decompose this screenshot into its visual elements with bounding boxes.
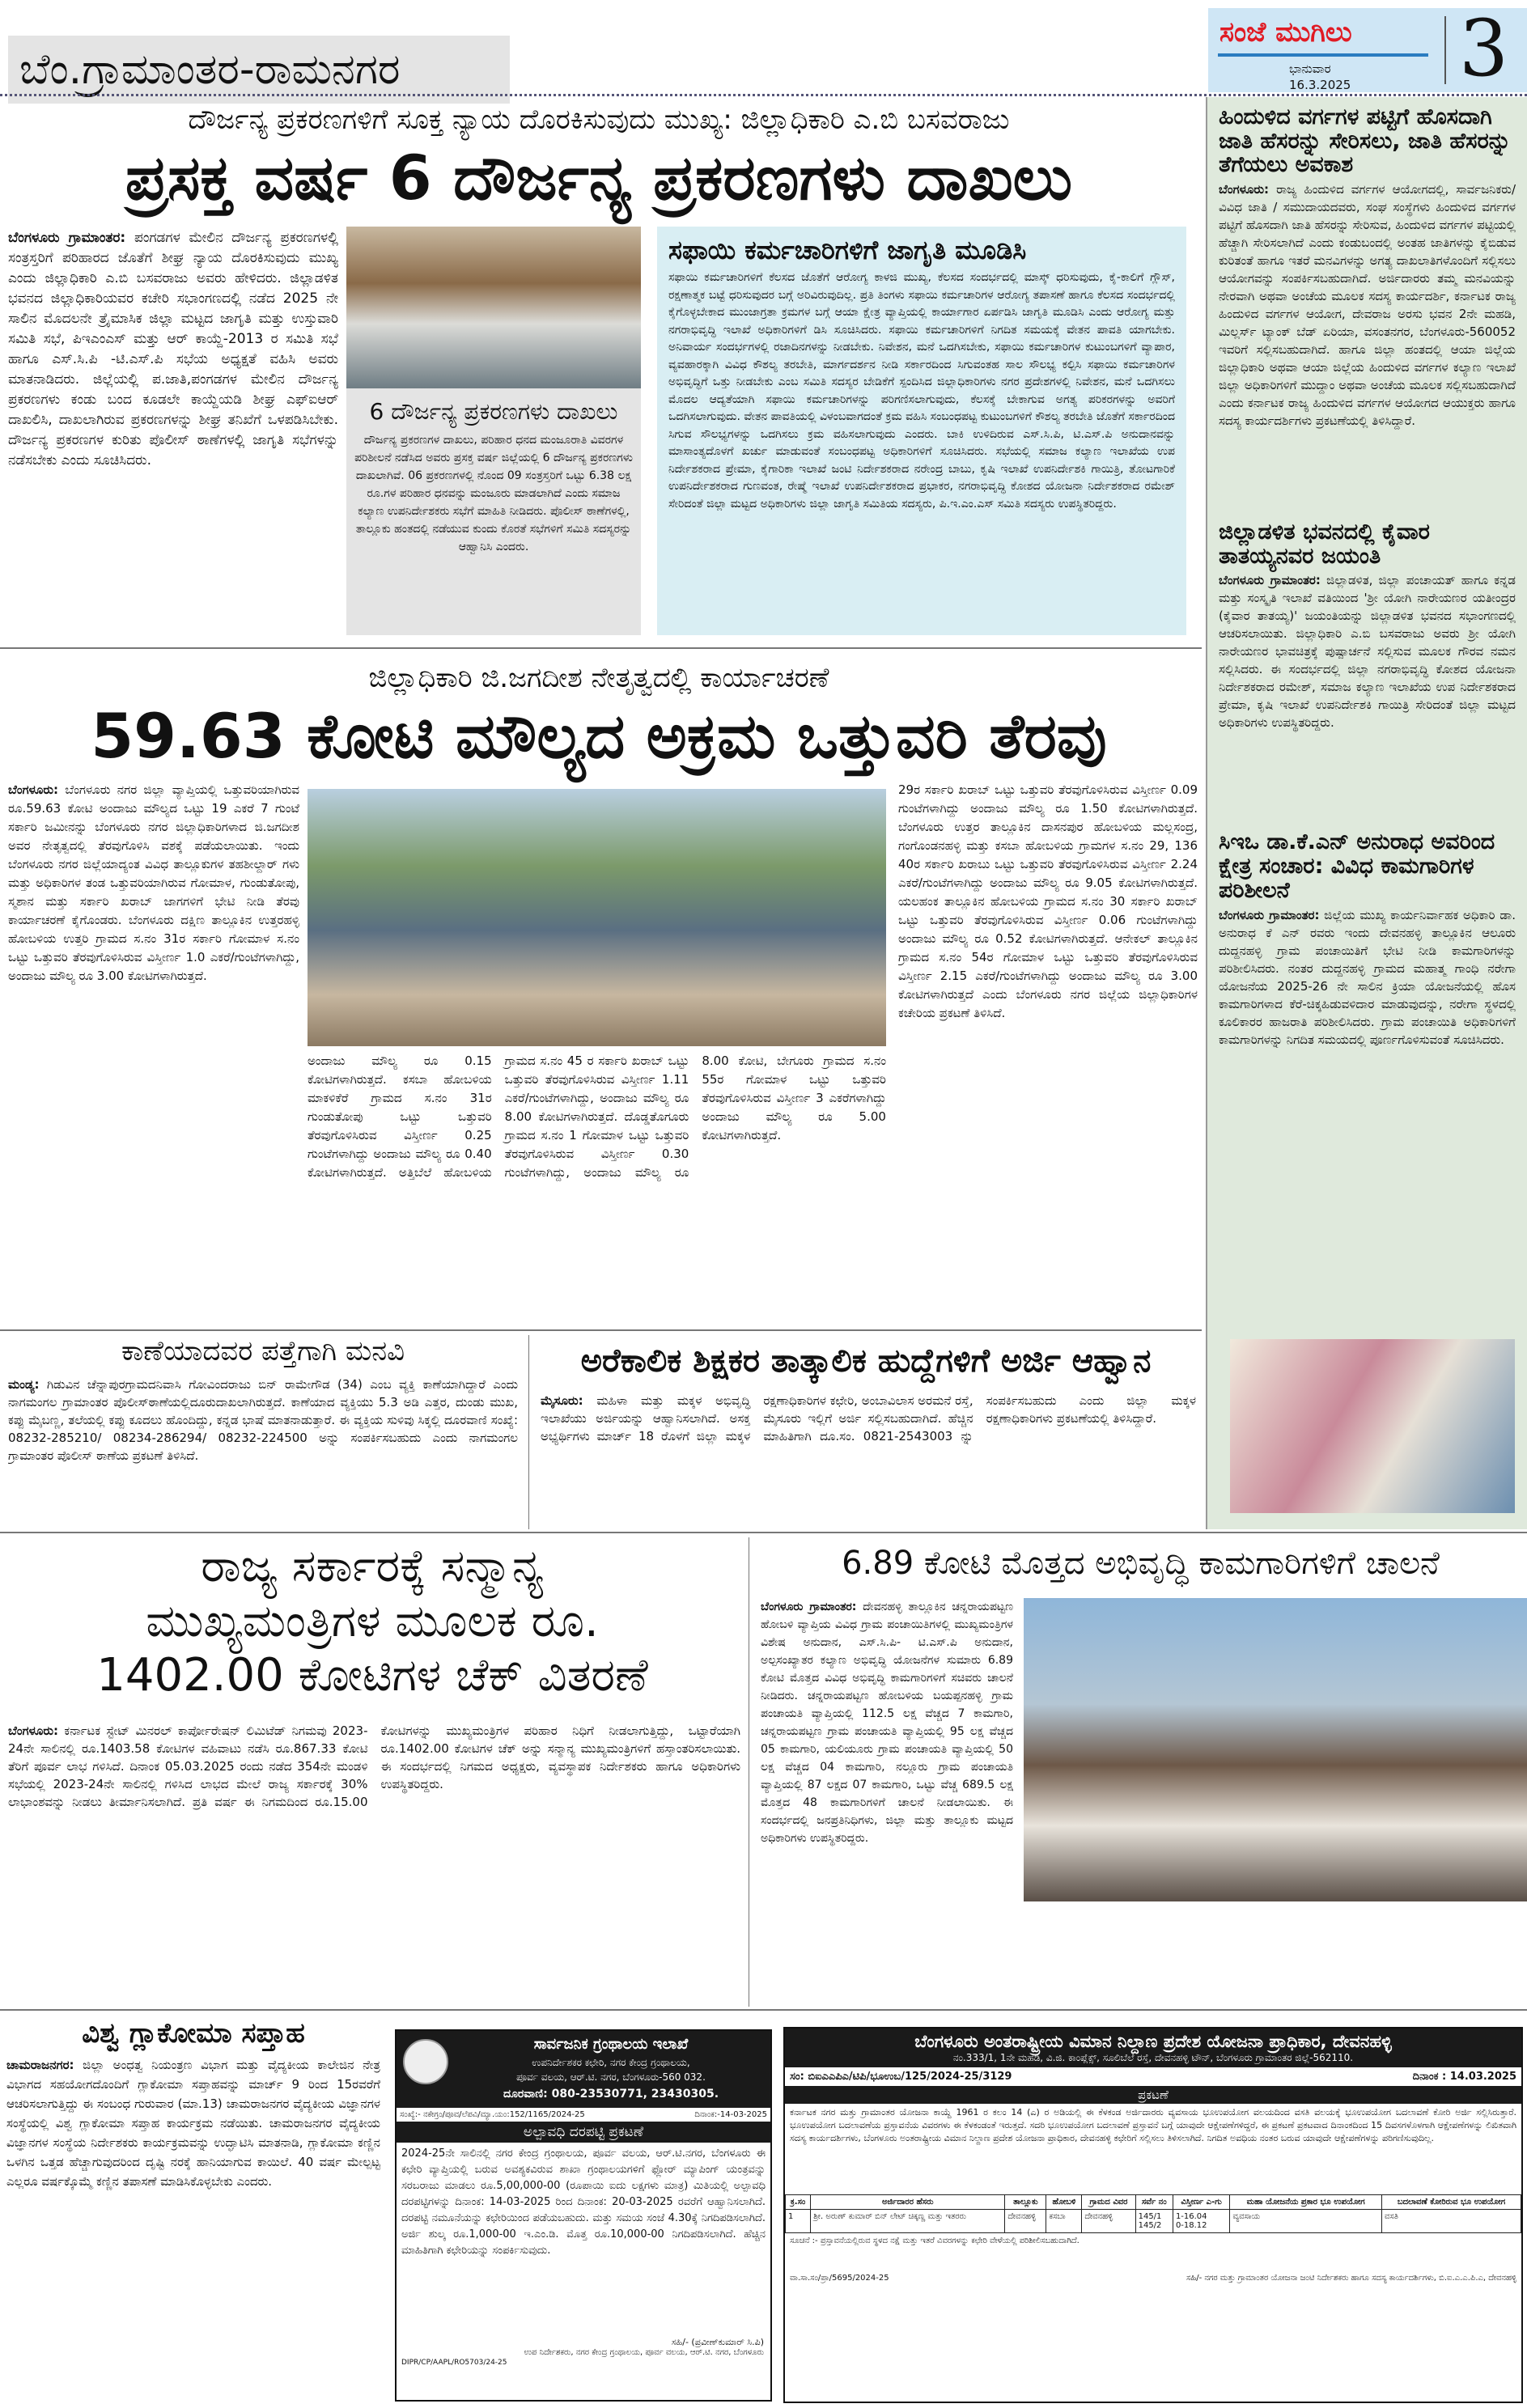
table-cell: ದೇವನಹಳ್ಳಿ <box>1082 2210 1135 2233</box>
table-header: ಕ್ರ.ಸಂ <box>786 2195 811 2210</box>
table-cell: 1 <box>786 2210 811 2233</box>
logo-underline <box>1218 53 1428 57</box>
ceo-visit-photo <box>1230 1339 1515 1513</box>
development-headline: 6.89 ಕೋಟಿ ಮೊತ್ತದ ಅಭಿವೃದ್ಧಿ ಕಾಮಗಾರಿಗಳಿಗೆ ಚಾಲನೆ <box>842 1545 1440 1582</box>
lead-headline: ಪ್ರಸಕ್ತ ವರ್ಷ 6 ದೌರ್ಜನ್ಯ ಪ್ರಕರಣಗಳು ದಾಖಲು <box>125 142 1073 214</box>
notice-title: ಅಲ್ಪಾವಧಿ ದರಪಟ್ಟಿ ಪ್ರಕಟಣೆ <box>397 2122 770 2143</box>
table-row <box>786 2210 1521 2233</box>
table-cell: ಕಸಬಾ <box>1046 2210 1082 2233</box>
glaucoma-headline: ವಿಶ್ವ ಗ್ಲಾಕೋಮಾ ಸಪ್ತಾಹ <box>82 2017 305 2050</box>
cheque-body <box>8 1722 740 2005</box>
ad-signatory: ಉಪ ನಿರ್ದೇಶಕರು, ನಗರ ಕೇಂದ್ರ ಗ್ರಂಥಾಲಯ, ಪೂರ್ವ ವಲಯ, ಆರ್.ಟಿ. ನಗರ, ಬೆಂಗಳೂರು <box>524 2348 764 2357</box>
issue-day: ಭಾನುವಾರ <box>1289 61 1331 76</box>
story-kicker: ಜಿಲ್ಲಾಧಿಕಾರಿ ಜಿ.ಜಗದೀಶ ನೇತೃತ್ವದಲ್ಲಿ ಕಾರ್ಯಾಚರಣೆ <box>368 662 829 694</box>
sidebar-box-title: ಸಫಾಯಿ ಕರ್ಮಚಾರಿಗಳಿಗೆ ಜಾಗೃತಿ ಮೂಡಿಸಿ <box>668 235 1027 265</box>
glaucoma-body <box>6 2055 380 2403</box>
ad-body: ಕರ್ನಾಟಕ ನಗರ ಮತ್ತು ಗ್ರಾಮಾಂತರ ಯೋಜನಾ ಕಾಯ್ದೆ 1961 ರ ಕಲಂ 14 (ಎ) ರ ಅಡಿಯಲ್ಲಿ ಈ ಕೆಳಕಂಡ ಅರ್ಜಿದಾರರು ವ್ಯವಸಾಯ ಭೂಉಪಯೋಗ ವಲಯದಿಂದ ವಸತಿ ವಲಯಕ್ಕೆ ಭೂಉಪಯೋಗ ಬದಲಾವಣೆ ಕೋರಿ ಅರ್ಜಿ ಸಲ್ಲಿಸಿರುತ್ತಾರೆ. ಭೂಉಪಯೋಗ ಬದಲಾವಣೆಯ ಪ್ರಸ್ತಾವನೆಯ ವಿವರಗಳು ಈ ಕೆಳಕಂಡಂತೆ ಇರುತ್ತದೆ. ಸದರಿ ಭೂಉಪಯೋಗ ಬದಲಾವಣೆ ಪ್ರಸ್ತಾವನೆ ಬಗ್ಗೆ ಯಾವುದೇ ಆಕ್ಷೇಪಣೆಗಳಿದ್ದರೆ, ಈ ಪ್ರಕಟಣೆ ಪ್ರಕಟವಾದ ದಿನಾಂಕದಿಂದ 15 ದಿವಸಗಳೊಳಗಾಗಿ ಆಕ್ಷೇಪಣೆಗಳನ್ನು ಲಿಖಿತವಾಗಿ ಸದಸ್ಯ ಕಾರ್ಯದರ್ಶಿಗಳು, ಬೆಂಗಳೂರು ಅಂತರಾಷ್ಟ್ರೀಯ ವಿಮಾನ ನಿಲ್ದಾಣ ಪ್ರದೇಶ ಯೋಜನಾ ಪ್ರಾಧಿಕಾರ, ದೇವನಹಳ್ಳಿ ಕಛೇರಿಗೆ ಸಲ್ಲಿಸಲು ತಿಳಿಸಲಾಗಿದೆ. ನಿಗದಿತ ಅವಧಿಯ ನಂತರ ಬರುವ ಯಾವುದೇ ಆಕ್ಷೇಪಣೆಗಳನ್ನು ಪರಿಗಣಿಸುವುದಿಲ್ಲ. <box>790 2107 1516 2143</box>
article-text: ಪಂಗಡಗಳ ಮೇಲಿನ ದೌರ್ಜನ್ಯ ಪ್ರಕರಣಗಳಲ್ಲಿ ಸಂತ್ರಸ್ತರಿಗೆ ಪರಿಹಾರದ ಜೊತೆಗೆ ಶೀಘ್ರ ನ್ಯಾಯ ದೊರಕಿಸುವುದು ಮುಖ್ಯ ಎಂದು ಜಿಲ್ಲಾಧಿಕಾರಿ ಎ.ಬಿ ಬಸವರಾಜು ಅವರು ಹೇಳಿದರು. ಜಿಲ್ಲಾಡಳಿತ ಭವನದ ಜಿಲ್ಲಾಧಿಕಾರಿಯವರ ಕಚೇರಿ ಸಭಾಂಗಣದಲ್ಲಿ ನಡೆದ 2025 ನೇ ಸಾಲಿನ ಮೊದಲನೇ ತ್ರೈಮಾಸಿಕ ಜಿಲ್ಲಾ ಮಟ್ಟದ ಜಾಗೃತಿ ಮತ್ತು ಉಸ್ತುವಾರಿ ಸಮಿತಿ ಸಭೆ, ಪಿಇಎಂಎಸ್ ಮತ್ತು ಆರ್ ಕಾಯ್ದೆ-2013 ರ ಸಮಿತಿ ಸಭೆ ಹಾಗೂ ಎಸ್.ಸಿ.ಪಿ -ಟಿ.ಎಸ್.ಪಿ ಸಭೆಯ ಅಧ್ಯಕ್ಷತೆ ವಹಿಸಿ ಅವರು ಮಾತನಾಡಿದರು. ಜಿಲ್ಲೆಯಲ್ಲಿ ಪ.ಜಾತಿ,ಪಂಗಡಗಳ ಮೇಲಿನ ದೌರ್ಜನ್ಯ ಪ್ರಕರಣಗಳು ಕಂಡು ಬಂದ ಕೂಡಲೇ ಕಾಯ್ದೆಯಡಿ ಶೀಘ್ರ ಎಫ್ಐಆರ್ ದಾಖಲಿಸಿ, ದಾಖಲಾಗಿರುವ ಪ್ರಕರಣಗಳನ್ನು ಶೀಘ್ರ ತನಿಖೆಗೆ ಒಳಪಡಿಸಿಬೇಕು. ದೌರ್ಜನ್ಯ ಪ್ರಕರಣಗಳ ಕುರಿತು ಪೊಲೀಸ್ ಠಾಣೆಗಳಲ್ಲಿ ಜಾಗೃತಿ ಸಭೆಗಳನ್ನು ನಡೆಸಬೇಕು ಎಂದು ಸೂಚಿಸಿದರು. <box>8 230 338 468</box>
table-cell: 1-16.04 0-18.12 <box>1173 2210 1229 2233</box>
teachers-body <box>541 1392 1196 1521</box>
missing-body <box>8 1376 518 1521</box>
dipr-code: ವಾ.ಸಾ.ಸಂ/ಪ್ರಾ/5695/2024-25 <box>790 2274 889 2283</box>
lead-story-body <box>8 228 338 633</box>
column-divider <box>528 1335 529 1529</box>
encroachment-body-middle: ಅಂದಾಜು ಮೌಲ್ಯ ರೂ 0.15 ಕೋಟಿಗಳಾಗಿರುತ್ತದೆ. ಕಸಬಾ ಹೋಬಳಿಯ ಮಾಕಳಿಕೆರೆ ಗ್ರಾಮದ ಸ.ನಂ 31ರ ಗುಂಡುತೋಪು ಒಟ್ಟು ಒತ್ತುವರಿ ತೆರವುಗೊಳಿಸಿರುವ ವಿಸ್ತೀರ್ಣ 0.25 ಗುಂಟೆಗಳಾಗಿದ್ದು ಅಂದಾಜು ಮೌಲ್ಯ ರೂ 0.40 ಕೋಟಿಗಳಾಗಿರುತ್ತದೆ. ಅತ್ತಿಬೆಲೆ ಹೋಬಳಿಯ ಗ್ರಾಮದ ಸ.ನಂ 45 ರ ಸರ್ಕಾರಿ ಖರಾಬ್ ಒಟ್ಟು ಒತ್ತುವರಿ ತೆರವುಗೊಳಿಸಿರುವ ವಿಸ್ತೀರ್ಣ 1.11 ಎಕರೆ/ಗುಂಟೆಗಳಾಗಿದ್ದು, ಅಂದಾಜು ಮೌಲ್ಯ ರೂ 8.00 ಕೋಟಿಗಳಾಗಿರುತ್ತದೆ. ದೊಡ್ಡತೊಗೂರು ಗ್ರಾಮದ ಸ.ನಂ 1 ಗೋಮಾಳ ಒಟ್ಟು ಒತ್ತುವರಿ ತೆರವುಗೊಳಿಸಿರುವ ವಿಸ್ತೀರ್ಣ 0.30 ಗುಂಟೆಗಳಾಗಿದ್ದು, ಅಂದಾಜು ಮೌಲ್ಯ ರೂ 8.00 ಕೋಟಿ, ಬೇಗೂರು ಗ್ರಾಮದ ಸ.ನಂ 55ರ ಗೋಮಾಳ ಒಟ್ಟು ಒತ್ತುವರಿ ತೆರವುಗೊಳಿಸಿರುವ ವಿಸ್ತೀರ್ಣ 3 ಎಕರೆಗಳಾಗಿದ್ದು ಅಂದಾಜು ಮೌಲ್ಯ ರೂ 5.00 ಕೋಟಿಗಳಾಗಿರುತ್ತದೆ. <box>308 1054 886 1180</box>
table-header: ವಿಸ್ತೀರ್ಣ ಎ-ಗು <box>1173 2195 1229 2210</box>
article-text: ರಾಜ್ಯ ಹಿಂದುಳಿದ ವರ್ಗಗಳ ಆಯೋಗದಲ್ಲಿ, ಸಾರ್ವಜನಿಕರು/ ವಿವಿಧ ಜಾತಿ / ಸಮುದಾಯದವರು, ಸಂಘ ಸಂಸ್ಥೆಗಳು ಹಿಂದುಳಿದ ವರ್ಗಗಳ ಪಟ್ಟಿಗೆ ಹೊಸದಾಗಿ ಜಾತಿ ಹೆಸರನ್ನು ಸೇರಿಸುವ, ಹಿಂದುಳಿದ ವರ್ಗಗಳ ಪಟ್ಟಿಯಲ್ಲಿ ಹೆಚ್ಚಾಗಿ ಸೇರಿಸಲಾಗಿದೆ ಎಂದು ಕಂಡುಬಂದಲ್ಲಿ ಅಂತಹ ಜಾತಿಗಳನ್ನು ಕೈಬಿಡುವ ಕುರಿತಂತೆ ಹಾಗೂ ಇತರೆ ಮನವಿಗಳನ್ನು ಅಗತ್ಯ ದಾಖಲಾತಿಗಳೊಂದಿಗೆ ಸಲ್ಲಿಸಲು ಆಯೋಗವನ್ನು ಸಂಪರ್ಕಿಸಬಹುದಾಗಿದೆ. ಅರ್ಜಿದಾರರು ತಮ್ಮ ಮನವಿಯನ್ನು ನೇರವಾಗಿ ಅಥವಾ ಅಂಚೆಯ ಮೂಲಕ ಸದಸ್ಯ ಕಾರ್ಯದರ್ಶಿ, ಕರ್ನಾಟಕ ರಾಜ್ಯ ಹಿಂದುಳಿದ ವರ್ಗಗಳ ಆಯೋಗ, ದೇವರಾಜ ಅರಸು ಭವನ 2ನೇ ಮಹಡಿ, ಮಿಲ್ಲರ್ಸ್ ಟ್ಯಾಂಕ್ ಬೆಡ್ ಏರಿಯಾ, ವಸಂತನಗರ, ಬೆಂಗಳೂರು-560052 ಇವರಿಗೆ ಸಲ್ಲಿಸಬಹುದಾಗಿದೆ. ಹಾಗೂ ಜಿಲ್ಲಾ ಹಂತದಲ್ಲಿ ಆಯಾ ಜಿಲ್ಲೆಯ ಜಿಲ್ಲಾಧಿಕಾರಿ ಅಥವಾ ಆಯಾ ಜಿಲ್ಲೆಯ ಹಿಂದುಳಿದ ವರ್ಗಗಳ ಕಲ್ಯಾಣ ಇಲಾಖೆ ಜಿಲ್ಲಾ ಅಧಿಕಾರಿಗಳಿಗೆ ಮುದ್ದಾಂ ಅಥವಾ ಅಂಚೆಯ ಮೂಲಕ ಸಲ್ಲಿಸಬಹುದಾಗಿದೆ ಎಂದು ಕರ್ನಾಟಕ ರಾಜ್ಯ ಹಿಂದುಳಿದ ವರ್ಗಗಳ ಆಯೋಗದ ಆಯುಕ್ತರು ಹಾಗೂ ಸದಸ್ಯ ಕಾರ್ಯದರ್ಶಿಗಳು ಪ್ರಕಟಣೆಯಲ್ಲಿ ತಿಳಿಸಿದ್ದಾರೆ. <box>1219 182 1516 429</box>
dateline: ಬೆಂಗಳೂರು ಗ್ರಾಮಾಂತರ: <box>8 230 126 246</box>
page-number: 3 <box>1459 3 1509 94</box>
encroachment-body-right: 29ರ ಸರ್ಕಾರಿ ಖರಾಬ್ ಒಟ್ಟು ಒತ್ತುವರಿ ತೆರವುಗೊಳಿಸಿರುವ ವಿಸ್ತೀರ್ಣ 0.09 ಗುಂಟೆಗಳಾಗಿದ್ದು ಅಂದಾಜು ಮೌಲ್ಯ ರೂ 1.50 ಕೋಟಿಗಳಾಗಿರುತ್ತದೆ. ಬೆಂಗಳೂರು ಉತ್ತರ ತಾಲ್ಲೂಕಿನ ದಾಸನಪುರ ಹೋಬಳಿಯ ಮಲ್ಲಸಂದ್ರ, ಗಂಗೊಂಡನಹಳ್ಳಿ ಮತ್ತು ಕಸಬಾ ಹೋಬಳಿಯ ಗ್ರಾಮಗಳ ಸ.ನಂ 29, 136 40ರ ಸರ್ಕಾರಿ ಖರಾಬು ಒಟ್ಟು ಒತ್ತುವರಿ ತೆರವುಗೊಳಿಸಿರುವ ವಿಸ್ತೀರ್ಣ 2.24 ಎಕರೆ/ಗುಂಟೆಗಳಾಗಿದ್ದು ಅಂದಾಜು ಮೌಲ್ಯ ರೂ 9.05 ಕೋಟಿಗಳಾಗಿರುತ್ತದೆ. ಯಲಹಂಕ ತಾಲ್ಲೂಕಿನ ಹೋಬಳಿಯ ಗ್ರಾಮದ ಸ.ನಂ 30 ಸರ್ಕಾರಿ ಖರಾಬ್ ಒಟ್ಟು ಒತ್ತುವರಿ ತೆರವುಗೊಳಿಸಿರುವ ವಿಸ್ತೀರ್ಣ 0.06 ಗುಂಟೆಗಳಾಗಿದ್ದು ಅಂದಾಜು ಮೌಲ್ಯ ರೂ 0.52 ಕೋಟಿಗಳಾಗಿರುತ್ತದೆ. ಆನೇಕಲ್ ತಾಲ್ಲೂಕಿನ ಗ್ರಾಮದ ಸ.ನಂ 54ರ ಗೋಮಾಳ ಒಟ್ಟು ಒತ್ತುವರಿ ತೆರವುಗೊಳಿಸಿರುವ ವಿಸ್ತೀರ್ಣ 2.15 ಎಕರೆ/ಗುಂಟೆಗಳಾಗಿದ್ದು ಅಂದಾಜು ಮೌಲ್ಯ ರೂ 3.00 ಕೋಟಿಗಳಾಗಿರುತ್ತದೆ ಎಂದು ಬೆಂಗಳೂರು ನಗರ ಜಿಲ್ಲೆಯ ಜಿಲ್ಲಾಧಿಕಾರಿಗಳ ಕಚೇರಿಯ ಪ್ರಕಟಣೆ ತಿಳಿಸಿದೆ. <box>898 782 1198 1020</box>
headline-line: ರಾಜ್ಯ ಸರ್ಕಾರಕ್ಕೆ ಸನ್ಮಾನ್ಯ <box>201 1540 544 1592</box>
table-header: ಮಹಾ ಯೋಜನೆಯ ಪ್ರಕಾರ ಭೂ ಉಪಯೋಗ <box>1230 2195 1382 2210</box>
ad-ref-number: ಸಂ: ಬಿಐಎಎಪಿಎ/ಟಿಪಿ/ಭೂಉಬ/125/2024-25/3129 <box>790 2071 1012 2083</box>
dateline: ಬೆಂಗಳೂರು: <box>8 782 59 797</box>
table-header: ತಾಲ್ಲೂಕು <box>1005 2195 1046 2210</box>
page-divider <box>1444 16 1446 84</box>
table-cell: ಶ್ರೀ. ಅರುಣ್ ಕುಮಾರ್ ಬಿನ್ ಲೇಟ್ ಚಿಕ್ಕಣ್ಣ ಮತ್ತು ಇತರರು <box>811 2210 1005 2233</box>
article-text: ಬೆಂಗಳೂರು ನಗರ ಜಿಲ್ಲಾ ವ್ಯಾಪ್ತಿಯಲ್ಲಿ ಒತ್ತುವರಿಯಾಗಿರುವ ರೂ.59.63 ಕೋಟಿ ಅಂದಾಜು ಮೌಲ್ಯದ ಒಟ್ಟು 19 ಎಕರೆ 7 ಗುಂಟೆ ಸರ್ಕಾರಿ ಜಮೀನನ್ನು ಬೆಂಗಳೂರು ನಗರ ಜಿಲ್ಲಾಧಿಕಾರಿಗಳಾದ ಜಿ.ಜಗದೀಶ ಅವರ ನೇತೃತ್ವದಲ್ಲಿ ತೆರವುಗೊಳಿಸಿ ವಶಕ್ಕೆ ಪಡೆಯಲಾಯಿತು. ಇಂದು ಬೆಂಗಳೂರು ನಗರ ಜಿಲ್ಲೆಯಾದ್ಯಂತ ವಿವಿಧ ತಾಲ್ಲೂಕುಗಳ ತಹಶೀಲ್ದಾರ್ ಗಳು ಮತ್ತು ಅಧಿಕಾರಿಗಳ ತಂಡ ಒತ್ತುವರಿಯಾಗಿರುವ ಗೋಮಾಳ, ಗುಂಡುತೋಪು, ಸ್ಮಶಾನ ಮತ್ತು ಸರ್ಕಾರಿ ಖರಾಬ್ ಜಾಗಗಳಿಗೆ ಭೇಟಿ ನೀಡಿ ತೆರವು ಕಾರ್ಯಾಚರಣೆ ಕೈಗೊಂಡರು. ಬೆಂಗಳೂರು ದಕ್ಷಿಣ ತಾಲ್ಲೂಕಿನ ಉತ್ತರಹಳ್ಳಿ ಹೋಬಳಿಯ ಉತ್ತರಿ ಗ್ರಾಮದ ಸ.ನಂ 31ರ ಸರ್ಕಾರಿ ಗೋಮಾಳ ಸ.ನಂ ಒಟ್ಟು ಒತ್ತುವರಿ ತೆರವುಗೊಳಿಸಿರುವ ವಿಸ್ತೀರ್ಣ 1.0 ಎಕರೆ/ಗುಂಟೆಗಳಾಗಿದ್ದು, ಅಂದಾಜು ಮೌಲ್ಯ ರೂ 3.00 ಕೋಟಿಗಳಾಗಿರುತ್ತದೆ. <box>8 782 299 983</box>
masthead-rule <box>0 94 1527 96</box>
table-cell: ವ್ಯವಸಾಯ <box>1230 2210 1382 2233</box>
land-use-table <box>785 2194 1521 2233</box>
article-text: ಕರ್ನಾಟಕ ಸ್ಟೇಟ್ ಮಿನರಲ್ ಕಾರ್ಪೋರೇಷನ್ ಲಿಮಿಟೆಡ್ ನಿಗಮವು 2023-24ನೇ ಸಾಲಿನಲ್ಲಿ ರೂ.1403.58 ಕೋಟಿಗಳ ವಹಿವಾಟು ನಡೆಸಿ ರೂ.867.33 ಕೋಟಿ ತೆರಿಗೆ ಪೂರ್ವ ಲಾಭ ಗಳಿಸಿದೆ. ದಿನಾಂಕ 05.03.2025 ರಂದು ನಡೆದ 354ನೇ ಮಂಡಳಿ ಸಭೆಯಲ್ಲಿ 2023-24ನೇ ಸಾಲಿನಲ್ಲಿ ಗಳಿಸಿದ ಲಾಭದ ಮೇಲೆ ರಾಜ್ಯ ಸರ್ಕಾರಕ್ಕೆ 30% ಲಾಭಾಂಶವನ್ನು ನೀಡಲು ತೀರ್ಮಾನಿಸಲಾಗಿದೆ. ಪ್ರತಿ ವರ್ಷ ಈ ನಿಗಮದಿಂದ ರೂ.15.00 ಕೋಟಿಗಳನ್ನು ಮುಖ್ಯಮಂತ್ರಿಗಳ ಪರಿಹಾರ ನಿಧಿಗೆ ನೀಡಲಾಗುತ್ತಿದ್ದು, ಒಟ್ಟಾರೆಯಾಗಿ ರೂ.1402.00 ಕೋಟಿಗಳ ಚೆಕ್ ಅನ್ನು ಸನ್ಮಾನ್ಯ ಮುಖ್ಯಮಂತ್ರಿಗಳಿಗೆ ಹಸ್ತಾಂತರಿಸಲಾಯಿತು. ಈ ಸಂದರ್ಭದಲ್ಲಿ ನಿಗಮದ ಅಧ್ಯಕ್ಷರು, ವ್ಯವಸ್ಥಾಪಕ ನಿರ್ದೇಶಕರು ಹಾಗೂ ಅಧಿಕಾರಿಗಳು ಉಪಸ್ಥಿತರಿದ್ದರು. <box>8 1723 740 1809</box>
ad-header <box>785 2029 1521 2067</box>
ad-footnote: ಸೂಚನೆ :- ಪ್ರಸ್ತಾವನೆಯಲ್ಲಿರುವ ಸ್ಥಳದ ನಕ್ಷೆ ಮತ್ತು ಇತರೆ ವಿವರಗಳನ್ನು ಕಛೇರಿ ವೇಳೆಯಲ್ಲಿ ಪರಿಶೀಲಿಸಬಹುದಾಗಿದೆ. <box>790 2236 1080 2245</box>
library-tender-ad <box>395 2029 772 2402</box>
dateline: ಬೆಂಗಳೂರು ಗ್ರಾಮಾಂತರ: <box>1219 573 1321 588</box>
newspaper-logo: ಸಂಜೆ ಮುಗಿಲು <box>1219 16 1352 49</box>
right-sidebar <box>1206 97 1527 1529</box>
sidebar-box-body: ಸಫಾಯಿ ಕರ್ಮಚಾರಿಗಳಿಗೆ ಕೆಲಸದ ಜೊತೆಗೆ ಆರೋಗ್ಯ ಕಾಳಜಿ ಮುಖ್ಯ, ಕೆಲಸದ ಸಂದರ್ಭದಲ್ಲಿ ಮಾಸ್ಕ್ ಧರಿಸುವುದು, ಕೈ-ಕಾಲಿಗೆ ಗ್ಲೌಸ್, ರಕ್ಷಣಾತ್ಮಕ ಬಟ್ಟೆ ಧರಿಸುವುದರ ಬಗ್ಗೆ ಅರಿವಿರುವುದಿಲ್ಲ. ಪ್ರತಿ ತಿಂಗಳು ಸಫಾಯಿ ಕರ್ಮಚಾರಿಗಳ ಆರೋಗ್ಯ ತಪಾಸಣೆ ಹಾಗೂ ಕೆಲಸದ ಸಂದರ್ಭದಲ್ಲಿ ಕೈಗೊಳ್ಳಬೇಕಾದ ಮುಂಜಾಗ್ರತಾ ಕ್ರಮಗಳ ಬಗ್ಗೆ ಆಯಾ ಕ್ಷೇತ್ರ ವ್ಯಾಪ್ತಿಯಲ್ಲಿ ಕಾರ್ಯಾಗಾರ ಏರ್ಪಡಿಸಿ ಜಾಗೃತಿ ಮೂಡಿಸಿ ಎಂದು ಆರೋಗ್ಯ ಮತ್ತು ನಗರಾಭಿವೃದ್ಧಿ ಇಲಾಖೆ ಅಧಿಕಾರಿಗಳಿಗೆ ಡಿಸಿ ಸೂಚಿಸಿದರು. ಸಫಾಯಿ ಕರ್ಮಚಾರಿಗಳಿಗೆ ನಿಗದಿತ ಸಮಯಕ್ಕೆ ವೇತನ ಪಾವತಿ ಯಾಗಬೇಕು. ಅನಿವಾರ್ಯ ಸಂದರ್ಭಗಳಲ್ಲಿ ರಜಾದಿನಗಳನ್ನು ನೀಡಬೇಕು. ನಿವೇಶನ, ಮನೆ ಒದಗಿಸಬೇಕು, ಸಫಾಯಿ ಕರ್ಮಚಾರಿಗಳ ಕುಟುಂಬಗಳಿಗೆ ವ್ಯಾಪಾರ, ವ್ಯವಹಾರಕ್ಕಾಗಿ ವಿವಿಧ ಕೌಶಲ್ಯ ತರಬೇತಿ, ಮಾರ್ಗದರ್ಶನ ನೀಡಿ ಸರ್ಕಾರದಿಂದ ಸಿಗುವಂತಹ ಸಾಲ ಸೌಲಭ್ಯ ಕಲ್ಪಿಸಿ ಸಫಾಯಿ ಕರ್ಮಚಾರಿಗಳ ಅಭಿವೃದ್ಧಿಗೆ ಒತ್ತು ನೀಡಬೇಕು ಎಂಬ ಸಮಿತಿ ಸದಸ್ಯರ ಬೇಡಿಕೆಗೆ ಸ್ಪಂದಿಸಿದ ಜಿಲ್ಲಾಧಿಕಾರಿಗಳು ನಗರ ಪ್ರದೇಶಗಳಲ್ಲಿ ನಿವೇಶನ, ಮನೆ ಒದಗಿಸಲು ಮೊದಲ ಆದ್ಯತೆಯಾಗಿ ಸಫಾಯಿ ಕರ್ಮಚಾರಿಗಳನ್ನು ಪರಿಗಣಿಸಲಾಗುವುದು, ಕೆಲಸಕ್ಕೆ ಬೇಕಾಗುವ ಅಗತ್ಯ ಪರಿಕರಗಳನ್ನು ಅವರಿಗೆ ಒದಗಿಸಲಾಗುವುದು. ವೇತನ ಪಾವತಿಯಲ್ಲಿ ವಿಳಂಬವಾಗದಂತೆ ಕ್ರಮ ವಹಿಸಿ ಸಂಬಂಧಪಟ್ಟ ಕುಟುಂಬಗಳಿಗೆ ಕೌಶಲ್ಯ ತರಬೇತಿ ಜೊತೆಗೆ ಸರ್ಕಾರದಿಂದ ಸಿಗುವ ಸೌಲಭ್ಯಗಳನ್ನು ಒದಗಿಸಲು ಕ್ರಮ ವಹಿಸಲಾಗುವುದು ಎಂದರು. ಬಾಕಿ ಉಳಿದಿರುವ ಎಸ್.ಸಿ.ಪಿ, ಟಿ.ಎಸ್.ಪಿ ಅನುದಾನವನ್ನು ಮಾಸಾಂತ್ಯದೊಳಗೆ ಖರ್ಚು ಮಾಡುವಂತೆ ಸಂಬಂಧಪಟ್ಟ ಅಧಿಕಾರಿಗಳಿಗೆ ಸೂಚಿಸಿದರು. ಸಭೆಯಲ್ಲಿ ಸಮಾಜ ಕಲ್ಯಾಣ ಇಲಾಖೆಯ ಉಪ ನಿರ್ದೇಶಕರಾದ ಪ್ರೇಮಾ, ಕೈಗಾರಿಕಾ ಇಲಾಖೆ ಜಂಟಿ ನಿರ್ದೇಶಕರಾದ ನರೇಂದ್ರ ಬಾಬು, ಕೃಷಿ ಇಲಾಖೆ ಉಪನಿರ್ದೇಶಕಿ ಗಾಯಿತ್ರಿ, ತೋಟಗಾರಿಕೆ ಉಪನಿರ್ದೇಶಕರಾದ ಗುಣವಂತ, ರೇಷ್ಮೆ ಇಲಾಖೆ ಉಪನಿರ್ದೇಶಕರಾದ ಪ್ರಭಾಕರ, ನಗರಾಭಿವೃದ್ಧಿ ಕೋಶದ ಯೋಜನಾ ನಿರ್ದೇಶಕರಾದ ರಮೇಶ್ ಸೇರಿದಂತೆ ಜಿಲ್ಲಾ ಮಟ್ಟದ ಅಧಿಕಾರಿಗಳು ಜಿಲ್ಲಾ ಜಾಗೃತಿ ಸಮಿತಿಯ ಸದಸ್ಯರು, ಪಿ.ಇ.ಎಂ.ಎಸ್ ಸಮಿತಿ ಸದಸ್ಯರು ಉಪಸ್ಥಿತರಿದ್ದರು. <box>668 271 1175 511</box>
encroachment-headline: 59.63 ಕೋಟಿ ಮೌಲ್ಯದ ಅಕ್ರಮ ಒತ್ತುವರಿ ತೆರವು <box>91 700 1107 772</box>
table-header: ಗ್ರಾಮದ ವಿವರ <box>1082 2195 1135 2210</box>
missing-headline: ಕಾಣೆಯಾದವರ ಪತ್ತೆಗಾಗಿ ಮನವಿ <box>121 1335 405 1367</box>
table-header: ಅರ್ಜಿದಾರರ ಹೆಸರು <box>811 2195 1005 2210</box>
development-body <box>761 1598 1013 2003</box>
table-cell: ವಸತಿ <box>1381 2210 1521 2233</box>
caption-body: ದೌರ್ಜನ್ಯ ಪ್ರಕರಣಗಳ ದಾಖಲು, ಪರಿಹಾರ ಧನದ ಮಂಜೂರಾತಿ ವಿವರಗಳ ಪರಿಶೀಲನೆ ನಡೆಸಿದ ಅವರು ಪ್ರಸಕ್ತ ವರ್ಷ ಜಿಲ್ಲೆಯಲ್ಲಿ 6 ದೌರ್ಜನ್ಯ ಪ್ರಕರಣಗಳು ದಾಖಲಾಗಿವೆ. 06 ಪ್ರಕರಣಗಳಲ್ಲಿ ನೊಂದ 09 ಸಂತ್ರಸ್ತರಿಗೆ ಒಟ್ಟು 6.38 ಲಕ್ಷ ರೂ.ಗಳ ಪರಿಹಾರ ಧನವನ್ನು ಮಂಜೂರು ಮಾಡಲಾಗಿದೆ ಎಂದು ಸಮಾಜ ಕಲ್ಯಾಣ ಉಪನಿರ್ದೇಶಕರು ಸಭೆಗೆ ಮಾಹಿತಿ ನೀಡಿದರು. ಪೊಲೀಸ್ ಠಾಣೆಗಳಲ್ಲಿ, ತಾಲ್ಲೂಕು ಹಂತದಲ್ಲಿ ನಡೆಯುವ ಕುಂದು ಕೊರತೆ ಸಭೆಗಳಿಗೆ ಸಮಿತಿ ಸದಸ್ಯರನ್ನು ಆಹ್ವಾನಿಸಿ ಎಂದರು. <box>354 433 633 553</box>
dateline: ಬೆಂಗಳೂರು ಗ್ರಾಮಾಂತರ: <box>1219 907 1320 922</box>
table-header: ಸರ್ವೆ ನಂ <box>1135 2195 1173 2210</box>
ad-address: ಪೂರ್ವ ವಲಯ, ಆರ್.ಟಿ. ನಗರ, ಬೆಂಗಳೂರು-560 032. <box>516 2071 706 2083</box>
sidebar-story3-body <box>1219 906 1516 1295</box>
article-text: ದೇವನಹಳ್ಳಿ ತಾಲ್ಲೂಕಿನ ಚನ್ನರಾಯಪಟ್ಟಣ ಹೋಬಳಿ ವ್ಯಾಪ್ತಿಯ ವಿವಿಧ ಗ್ರಾಮ ಪಂಚಾಯಿತಿಗಳಲ್ಲಿ ಮುಖ್ಯಮಂತ್ರಿಗಳ ವಿಶೇಷ ಅನುದಾನ, ಎಸ್.ಸಿ.ಪಿ- ಟಿ.ಎಸ್.ಪಿ ಅನುದಾನ, ಅಲ್ಪಸಂಖ್ಯಾತರ ಕಲ್ಯಾಣ ಅಭಿವೃದ್ಧಿ ಯೋಜನೆಗಳ ಸುಮಾರು 6.89 ಕೋಟಿ ಮೊತ್ತದ ವಿವಿಧ ಅಭಿವೃದ್ಧಿ ಕಾಮಗಾರಿಗಳಿಗೆ ಸಚಿವರು ಚಾಲನೆ ನೀಡಿದರು. ಚನ್ನರಾಯಪಟ್ಟಣ ಹೋಬಳಿಯ ಬಯಪ್ಪನಹಳ್ಳಿ ಗ್ರಾಮ ಪಂಚಾಯತಿ ವ್ಯಾಪ್ತಿಯಲ್ಲಿ 112.5 ಲಕ್ಷ ವೆಚ್ಚದ 7 ಕಾಮಗಾರಿ, ಚನ್ನರಾಯಪಟ್ಟಣ ಗ್ರಾಮ ಪಂಚಾಯತಿ ವ್ಯಾಪ್ತಿಯಲ್ಲಿ 95 ಲಕ್ಷ ವೆಚ್ಚದ 05 ಕಾಮಗಾರಿ, ಯಲಿಯೂರು ಗ್ರಾಮ ಪಂಚಾಯತಿ ವ್ಯಾಪ್ತಿಯಲ್ಲಿ 50 ಲಕ್ಷ ವೆಚ್ಚದ 04 ಕಾಮಗಾರಿ, ನಲ್ಲೂರು ಗ್ರಾಮ ಪಂಚಾಯತಿ ವ್ಯಾಪ್ತಿಯಲ್ಲಿ 87 ಲಕ್ಷದ 07 ಕಾಮಗಾರಿ, ಒಟ್ಟು ವೆಚ್ಚ 689.5 ಲಕ್ಷ ಮೊತ್ತದ 48 ಕಾಮಗಾರಿಗಳಿಗೆ ಚಾಲನೆ ನೀಡಲಾಯಿತು. ಈ ಸಂದರ್ಭದಲ್ಲಿ ಜನಪ್ರತಿನಿಧಿಗಳು, ಜಿಲ್ಲಾ ಮತ್ತು ತಾಲ್ಲೂಕು ಮಟ್ಟದ ಅಧಿಕಾರಿಗಳು ಉಪಸ್ಥಿತರಿದ್ದರು. <box>761 1600 1013 1845</box>
sidebar-story1-body <box>1219 180 1516 514</box>
caption-title: 6 ದೌರ್ಜನ್ಯ ಪ್ರಕರಣಗಳು ದಾಖಲು <box>369 398 618 425</box>
article-text: ಗಿಡುವಿನ ಚೆನ್ನಾಪುರಗ್ರಾಮದನಿವಾಸಿ ಗೋವಿಂದರಾಜು ಬಿನ್ ರಾಮೇಗೌಡ (34) ಎಂಬ ವ್ಯಕ್ತಿ ಕಾಣೆಯಾಗಿದ್ದಾರೆ ಎಂದು ನಾಗಮಂಗಲ ಗ್ರಾಮಾಂತರ ಪೊಲೀಸ್‌ಠಾಣೆಯಲ್ಲಿದೂರುದಾಖಲಾಗಿರುತ್ತದೆ. ಕಾಣೆಯಾದ ವ್ಯಕ್ತಿಯು 5.3 ಅಡಿ ಎತ್ತರ, ದುಂಡು ಮುಖ, ಕಪ್ಪು ಮೈಬಣ್ಣ, ತಲೆಯಲ್ಲಿ ಕಪ್ಪು ಕೂದಲು ಹೊಂದಿದ್ದು, ಕನ್ನಡ ಭಾಷೆ ಮಾತನಾಡುತ್ತಾರೆ. ಈ ವ್ಯಕ್ತಿಯ ಸುಳಿವು ಸಿಕ್ಕಲ್ಲಿ ದೂರವಾಣಿ ಸಂಖ್ಯೆ: 08232-285210/ 08234-286294/ 08232-224500 ಅನ್ನು ಸಂಪರ್ಕಿಸಬಹುದು ಎಂದು ನಾಗಮಂಗಲ ಗ್ರಾಮಾಂತರ ಪೊಲೀಸ್ ಠಾಣೆಯ ಪ್ರಕಟಣೆ ತಿಳಿಸಿದೆ. <box>8 1377 518 1463</box>
dateline: ಬೆಂಗಳೂರು: <box>1219 182 1270 197</box>
cheque-headline <box>0 1541 744 1701</box>
teachers-headline: ಅರೆಕಾಲಿಕ ಶಿಕ್ಷಕರ ತಾತ್ಕಾಲಿಕ ಹುದ್ದೆಗಳಿಗೆ ಅರ್ಜಿ ಆಹ್ವಾನ <box>580 1342 1152 1380</box>
story-kicker: ದೌರ್ಜನ್ಯ ಪ್ರಕರಣಗಳಿಗೆ ಸೂಕ್ತ ನ್ಯಾಯ ದೊರಕಿಸುವುದು ಮುಖ್ಯ: ಜಿಲ್ಲಾಧಿಕಾರಿ ಎ.ಬಿ ಬಸವರಾಜು <box>188 104 1010 136</box>
table-header: ಹೋಬಳಿ <box>1046 2195 1082 2210</box>
ad-signature: ಸಹಿ/- ನಗರ ಮತ್ತು ಗ್ರಾಮಾಂತರ ಯೋಜನಾ ಜಂಟಿ ನಿರ್ದೇಶಕರು ಹಾಗೂ ಸದಸ್ಯ ಕಾರ್ಯದರ್ಶಿಗಳು, ಬಿ.ಐ.ಎ.ಎ.ಪಿ.ಎ, ದೇವನಹಳ್ಳಿ <box>1186 2274 1516 2283</box>
sidebar-story2-title: ಜಿಲ್ಲಾಡಳಿತ ಭವನದಲ್ಲಿ ಕೈವಾರ ತಾತಯ್ಯನವರ ಜಯಂತಿ <box>1219 519 1430 569</box>
ad-address: ಉಪನಿರ್ದೇಶಕರ ಕಛೇರಿ, ನಗರ ಕೇಂದ್ರ ಗ್ರಂಥಾಲಯ, <box>532 2057 690 2068</box>
ad-address: ನಂ.333/1, 1ನೇ ಮಹಡಿ, ವಿ.ಜಿ. ಕಾಂಪ್ಲೆಕ್ಸ್, ಸೂಲಿಬೆಲೆ ರಸ್ತೆ, ದೇವನಹಳ್ಳಿ ಟೌನ್, ಬೆಂಗಳೂರು ಗ್ರಾಮಾಂತರ ಜಿಲ್ಲೆ-562110. <box>952 2052 1354 2063</box>
photo-caption-box <box>346 388 641 635</box>
sidebar-story3-title: ಸಿಇಒ ಡಾ.ಕೆ.ಎನ್ ಅನುರಾಧ ಅವರಿಂದ ಕ್ಷೇತ್ರ ಸಂಚಾರ: ವಿವಿಧ ಕಾಮಗಾರಿಗಳ ಪರಿಶೀಲನೆ <box>1219 829 1495 903</box>
ad-signature: ಸಹಿ/- (ಪ್ರವೀಣ್‌ಕುಮಾರ್ ಸಿ.ಪಿ) <box>671 2337 764 2347</box>
dateline: ಮಂಡ್ಯ: <box>8 1377 40 1392</box>
airport-authority-ad <box>783 2027 1523 2403</box>
ribbon-cutting-photo <box>1024 1598 1527 1901</box>
section-label-text: ಬೆಂ.ಗ್ರಾಮಾಂತರ-ರಾಮನಗರ <box>19 45 401 94</box>
meeting-photo <box>346 227 641 388</box>
table-cell: ದೇವನಹಳ್ಳಿ <box>1005 2210 1046 2233</box>
ad-title: ಬೆಂಗಳೂರು ಅಂತರಾಷ್ಟ್ರೀಯ ವಿಮಾನ ನಿಲ್ದಾಣ ಪ್ರದೇಶ ಯೋಜನಾ ಪ್ರಾಧಿಕಾರ, ದೇವನಹಳ್ಳಿ <box>914 2032 1392 2051</box>
masthead-logo-box <box>1208 3 1527 94</box>
dateline: ಮೈಸೂರು: <box>541 1393 583 1408</box>
sidebar-story2-body <box>1219 571 1516 822</box>
table-header: ಬದಲಾವಣೆ ಕೋರಿರುವ ಭೂ ಉಪಯೋಗ <box>1381 2195 1521 2210</box>
dipr-code: DIPR/CP/AAPL/RO5703/24-25 <box>401 2359 507 2367</box>
ad-body: 2024-25ನೇ ಸಾಲಿನಲ್ಲಿ ನಗರ ಕೇಂದ್ರ ಗ್ರಂಥಾಲಯ, ಪೂರ್ವ ವಲಯ, ಆರ್.ಟಿ.ನಗರ, ಬೆಂಗಳೂರು ಈ ಕಛೇರಿ ವ್ಯಾಪ್ತಿಯಲ್ಲಿ ಬರುವ ಅವಶ್ಯಕವಿರುವ ಶಾಖಾ ಗ್ರಂಥಾಲಯಗಳಿಗೆ ಫ್ಲೋರ್ ಮ್ಯಾಪಿಂಗ್ ಯಂತ್ರವನ್ನು ಸರಬರಾಜು ಮಾಡಲು ರೂ.5,00,000-00 (ರೂಪಾಯಿ ಐದು ಲಕ್ಷಗಳು ಮಾತ್ರ) ಮಿತಿಯಲ್ಲಿ ಅಲ್ಪಾವಧಿ ದರಪಟ್ಟಿಗಳನ್ನು ದಿನಾಂಕ: 14-03-2025 ರಿಂದ ದಿನಾಂಕ: 20-03-2025 ರವರೆಗೆ ಆಹ್ವಾನಿಸಲಾಗಿದೆ. ದರಪಟ್ಟಿ ನಮೂನೆಯನ್ನು ಕಛೇರಿಯಿಂದ ಪಡೆಯಬಹುದು. ಮತ್ತು ಸಮಯ ಸಂಜೆ 4.30ಕ್ಕೆ ನಿಗದಿಪಡಿಸಲಾಗಿದೆ. ಅರ್ಜಿ ಶುಲ್ಕ ರೂ.1,000-00 ಇ.ಎಂ.ಡಿ. ಮೊತ್ತ ರೂ.10,000-00 ನಿಗದಿಪಡಿಸಲಾಗಿದೆ. ಹೆಚ್ಚಿನ ಮಾಹಿತಿಗಾಗಿ ಕಛೇರಿಯನ್ನು ಸಂಪರ್ಕಿಸುವುದು. <box>401 2147 766 2257</box>
article-text: ಮಹಿಳಾ ಮತ್ತು ಮಕ್ಕಳ ಅಭಿವೃದ್ಧಿ ಇಲಾಖೆಯು ಅರ್ಜಿಯನ್ನು ಆಹ್ವಾನಿಸಲಾಗಿದೆ. ಅಸಕ್ತ ಅಭ್ಯರ್ಥಿಗಳು ಮಾರ್ಚ್ 18 ರೊಳಗೆ ಜಿಲ್ಲಾ ಮಕ್ಕಳ ರಕ್ಷಣಾಧಿಕಾರಿಗಳ ಕಛೇರಿ, ಅಂಬಾವಿಲಾಸ ಅರಮನೆ ರಸ್ತೆ, ಮೈಸೂರು ಇಲ್ಲಿಗೆ ಅರ್ಜಿ ಸಲ್ಲಿಸಬಹುದಾಗಿದೆ. ಹೆಚ್ಚಿನ ಮಾಹಿತಿಗಾಗಿ ದೂ.ಸಂ. 0821-2543003 ನ್ನು ಸಂಪರ್ಕಿಸಬಹುದು ಎಂದು ಜಿಲ್ಲಾ ಮಕ್ಕಳ ರಕ್ಷಣಾಧಿಕಾರಿಗಳು ಪ್ರಕಟಣೆಯಲ್ಲಿ ತಿಳಿಸಿದ್ದಾರೆ. <box>541 1393 1196 1444</box>
dateline: ಬೆಂಗಳೂರು ಗ್ರಾಮಾಂತರ: <box>761 1600 857 1613</box>
table-cell: 145/1 145/2 <box>1135 2210 1173 2233</box>
article-text: ಜಿಲ್ಲಾಡಳಿತ, ಜಿಲ್ಲಾ ಪಂಚಾಯತ್ ಹಾಗೂ ಕನ್ನಡ ಮತ್ತು ಸಂಸ್ಕೃತಿ ಇಲಾಖೆ ವತಿಯಿಂದ 'ಶ್ರೀ ಯೋಗಿ ನಾರೇಯಣರ ಯತೀಂದ್ರರ (ಕೈವಾರ ತಾತಯ್ಯ)' ಜಯಂತಿಯನ್ನು ಜಿಲ್ಲಾಡಳಿತ ಭವನದ ಸಭಾಂಗಣದಲ್ಲಿ ಆಚರಿಸಲಾಯಿತು. ಜಿಲ್ಲಾಧಿಕಾರಿ ಎ.ಬಿ ಬಸವರಾಜು ಅವರು ಶ್ರೀ ಯೋಗಿ ನಾರೇಯಣರ ಭಾವಚಿತ್ರಕ್ಕೆ ಪುಷ್ಪಾರ್ಚನೆ ಸಲ್ಲಿಸುವ ಮೂಲಕ ಗೌರವ ನಮನ ಸಲ್ಲಿಸಿದರು. ಈ ಸಂದರ್ಭದಲ್ಲಿ ಜಿಲ್ಲಾ ನಗರಾಭಿವೃದ್ಧಿ ಕೋಶದ ಯೋಜನಾ ನಿರ್ದೇಶಕರಾದ ರಮೇಶ್, ಸಮಾಜ ಕಲ್ಯಾಣ ಇಲಾಖೆಯ ಉಪ ನಿರ್ದೇಶಕರಾದ ಪ್ರೇಮಾ, ಕೃಷಿ ಇಲಾಖೆ ಉಪನಿರ್ದೇಶಕಿ ಗಾಯಿತ್ರಿ ಸೇರಿದಂತೆ ಜಿಲ್ಲಾ ಮಟ್ಟದ ಅಧಿಕಾರಿಗಳು ಉಪಸ್ಥಿತರಿದ್ದರು. <box>1219 573 1516 731</box>
sidebar-box-safai <box>657 227 1186 635</box>
article-text: ಜಿಲ್ಲಾ ಅಂಧತ್ವ ನಿಯಂತ್ರಣ ವಿಭಾಗ ಮತ್ತು ವೈದ್ಯಕೀಯ ಕಾಲೇಜಿನ ನೇತ್ರ ವಿಭಾಗದ ಸಹಯೋಗದೊಂದಿಗೆ ಗ್ಲಾಕೋಮಾ ಸಪ್ತಾಹವನ್ನು ಮಾರ್ಚ್ 9 ರಿಂದ 15ರವರೆಗೆ ಆಚರಿಸಲಾಗುತ್ತಿದ್ದು ಈ ಸಂಬಂಧ ಗುರುವಾರ (ಮಾ.13) ಚಾಮರಾಜನಗರ ವೈದ್ಯಕೀಯ ವಿಜ್ಞಾನಗಳ ಸಂಸ್ಥೆಯಲ್ಲಿ ವಿಶ್ವ ಗ್ಲಾಕೋಮಾ ಸಪ್ತಾಹ ಕಾರ್ಯಕ್ರಮ ನಡೆಯಿತು. ಚಾಮರಾಜನಗರ ವೈದ್ಯಕೀಯ ವಿಜ್ಞಾನಗಳ ಸಂಸ್ಥೆಯ ನಿರ್ದೇಶಕರು ಕಾರ್ಯಕ್ರಮವನ್ನು ಉದ್ಘಾಟಿಸಿ ಮಾತನಾಡಿ, ಗ್ಲಾಕೋಮಾ ಕಣ್ಣಿನ ಒಳಗಿನ ಒತ್ತಡ ಹೆಚ್ಚಾಗುವುದರಿಂದ ದೃಷ್ಟಿ ನರಕ್ಕೆ ಹಾನಿಯಾಗುವ ಕಾಯಿಲೆ. 40 ವರ್ಷ ಮೇಲ್ಪಟ್ಟ ಎಲ್ಲರೂ ವರ್ಷಕ್ಕೊಮ್ಮೆ ಕಣ್ಣಿನ ತಪಾಸಣೆ ಮಾಡಿಸಿಕೊಳ್ಳಬೇಕು ಎಂದರು. <box>6 2058 380 2189</box>
section-divider <box>0 2009 1527 2011</box>
section-divider <box>0 647 1202 649</box>
ad-title: ಸಾರ್ವಜನಿಕ ಗ್ರಂಥಾಲಯ ಇಲಾಖೆ <box>533 2036 689 2053</box>
dateline: ಚಾಮರಾಜನಗರ: <box>6 2058 74 2072</box>
issue-date: 16.3.2025 <box>1289 78 1351 92</box>
ad-ref-number: ಸಂಖ್ಯೆ:- ನಕೇಗ್ರಂ/ಪೂವ/ಲೆಪವಿ/ಮ್ಯಾ.ಯಂ:152/1165/2024-25 <box>400 2110 585 2119</box>
article-text: ಜಿಲ್ಲೆಯ ಮುಖ್ಯ ಕಾರ್ಯನಿರ್ವಾಹಕ ಅಧಿಕಾರಿ ಡಾ. ಅನುರಾಧ ಕೆ ಎನ್ ರವರು ಇಂದು ದೇವನಹಳ್ಳಿ ತಾಲ್ಲೂಕಿನ ಆಲೂರು ದುದ್ದನಹಳ್ಳಿ ಗ್ರಾಮ ಪಂಚಾಯಿತಿಗೆ ಭೇಟಿ ನೀಡಿ ಕಾಮಗಾರಿಗಳನ್ನು ಪರಿಶೀಲಿಸಿದರು. ನಂತರ ದುದ್ದನಹಳ್ಳಿ ಗ್ರಾಮದ ಮಹಾತ್ಮ ಗಾಂಧಿ ನರೇಗಾ ಯೋಜನೆಯ 2025-26 ನೇ ಸಾಲಿನ ಕ್ರಿಯಾ ಯೋಜನೆಯಲ್ಲಿ ಹೊಸ ಕಾಮಗಾರಿಗಳಾದ ಕೆರೆ-ಚಿಕ್ಕಹಿಡುವಳಿದಾರ ಮಾಡುವುದನ್ನು, ನರೇಗಾ ಸ್ಥಳದಲ್ಲಿ ಕೂಲಿಕಾರರ ಹಾಜರಾತಿ ಪರಿಶೀಲಿಸಿದರು. ಗ್ರಾಮ ಪಂಚಾಯಿತಿ ಅಧಿಕಾರಿಗಳಿಗೆ ಕಾಮಗಾರಿಗಳನ್ನು ನಿಗದಿತ ಸಮಯದಲ್ಲಿ ಪೂರ್ಣಗೊಳಿಸುವಂತೆ ಸೂಚಿಸಿದರು. <box>1219 907 1516 1047</box>
ad-date: ದಿನಾಂಕ : 14.03.2025 <box>1412 2071 1516 2083</box>
ad-phone: ದೂರವಾಣಿ: 080-23530771, 23430305. <box>503 2088 719 2101</box>
notice-title: ಪ್ರಕಟಣೆ <box>785 2086 1521 2104</box>
encroachment-body-left <box>8 781 299 1323</box>
dateline: ಬೆಂಗಳೂರು: <box>8 1723 59 1738</box>
ad-date: ದಿನಾಂಕ:-14-03-2025 <box>694 2110 767 2119</box>
section-divider <box>0 1532 1527 1533</box>
encroachment-photo <box>308 789 886 1046</box>
section-divider <box>0 1329 1202 1331</box>
sidebar-story1-title: ಹಿಂದುಳಿದ ವರ್ಗಗಳ ಪಟ್ಟಿಗೆ ಹೊಸದಾಗಿ ಜಾತಿ ಹೆಸರನ್ನು ಸೇರಿಸಲು, ಜಾತಿ ಹೆಸರನ್ನು ತೆಗೆಯಲು ಅವಕಾಶ <box>1219 104 1512 178</box>
ad-header <box>397 2031 770 2108</box>
karnataka-emblem-icon <box>403 2039 448 2084</box>
headline-line: 1402.00 ಕೋಟಿಗಳ ಚೆಕ್ ವಿತರಣೆ <box>96 1649 648 1702</box>
headline-line: ಮುಖ್ಯಮಂತ್ರಿಗಳ ಮೂಲಕ ರೂ. <box>146 1594 599 1647</box>
